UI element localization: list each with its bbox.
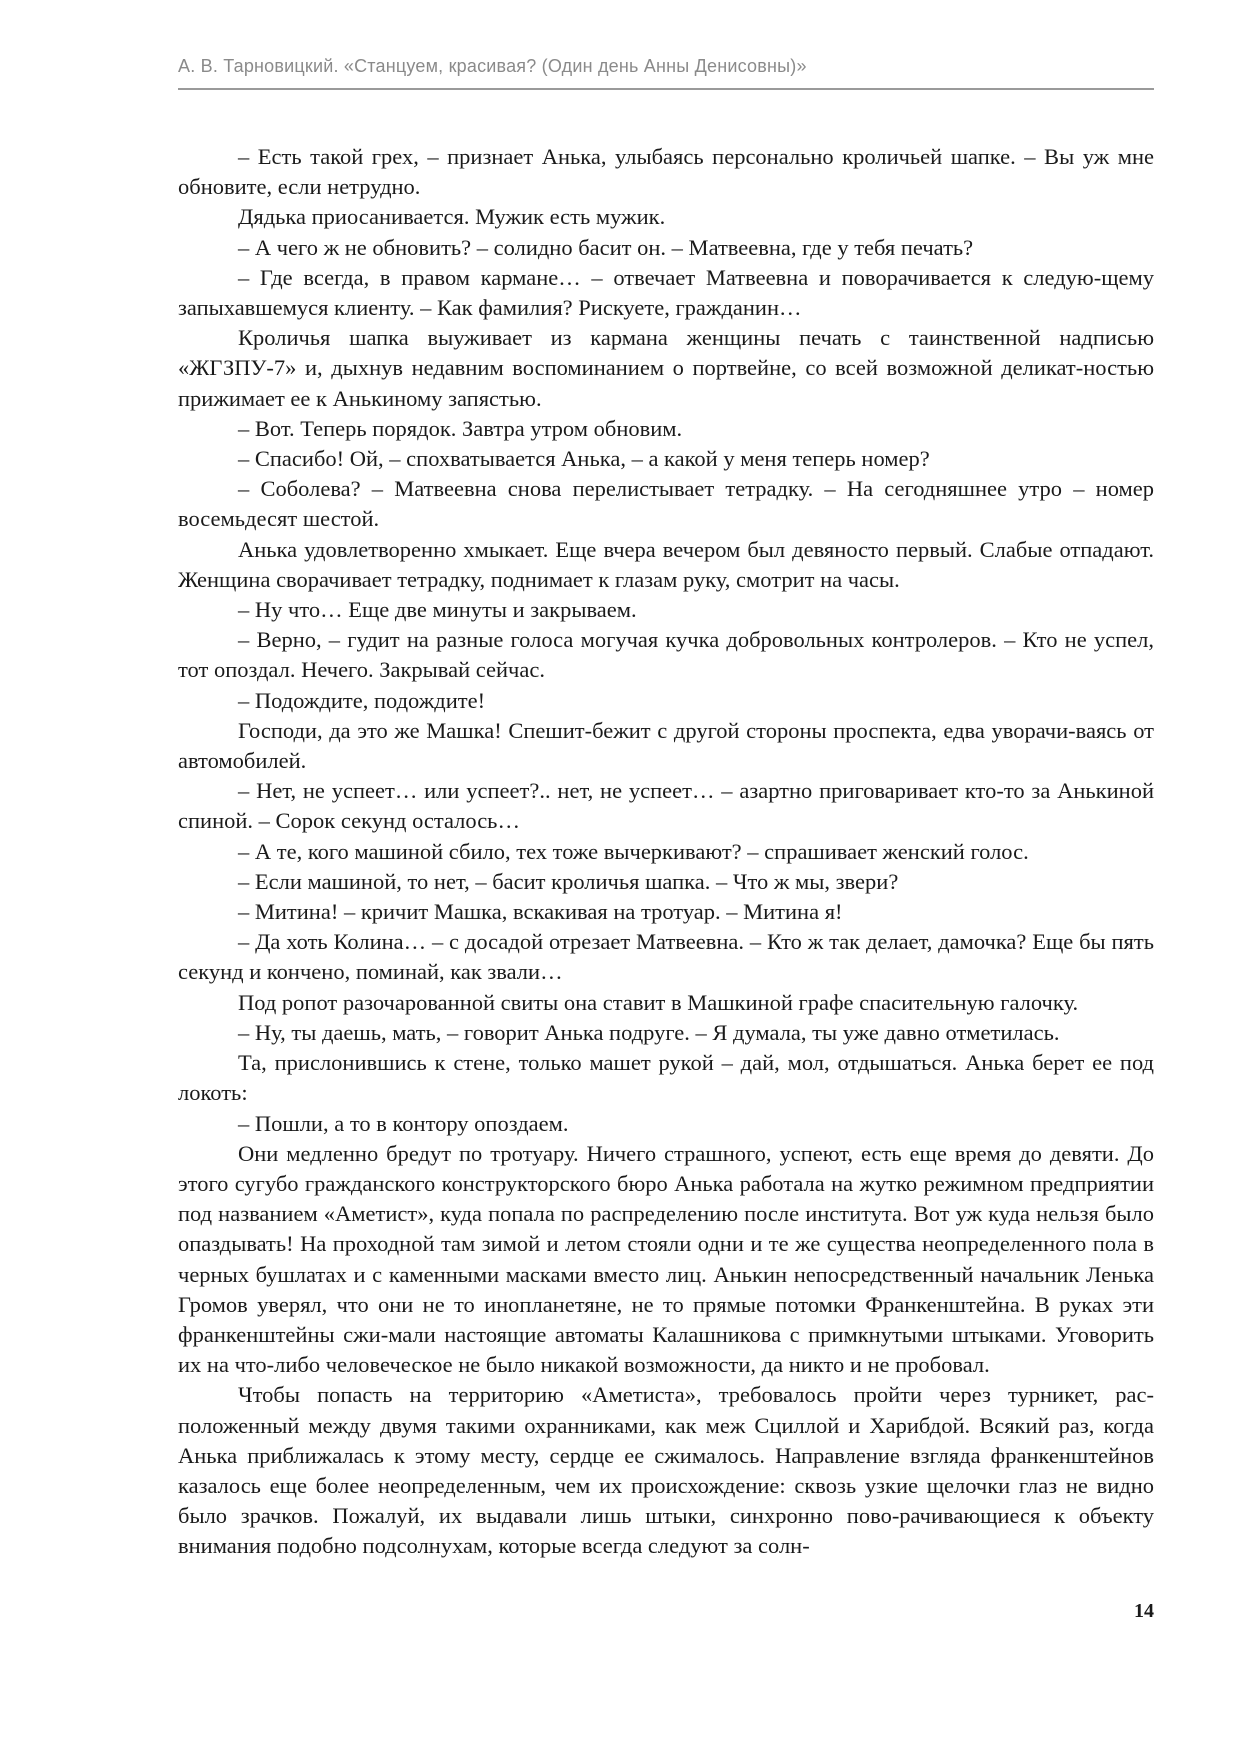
paragraph: – Пошли, а то в контору опоздаем. (238, 1110, 569, 1136)
running-header: А. В. Тарновицкий. «Станцуем, красивая? (Один день Анны Денисовны)» (178, 56, 807, 76)
body-text (178, 142, 1154, 1562)
paragraph: – А те, кого машиной сбило, тех тоже вычеркивают? – спрашивает женский голос. (238, 838, 1029, 864)
paragraph: Чтобы попасть на территорию «Аметиста», требовалось пройти через турникет, рас-положенный между двумя такими охранниками, как меж Сциллой и Харибдой. Всякий раз, когда Анька приближалась к этому месту, сердце ее сжималось. Направление взгляда франкенштейнов казалось еще более неопределенным, чем их происхождение: сквозь узкие щелочки глаз не видно было зрачков. Пожалуй, их выдавали лишь штыки, синхронно пово-рачивающиеся к объекту внимания подобно подсолнухам, которые всегда следуют за солн- (178, 1382, 1154, 1559)
paragraph: – Есть такой грех, – признает Анька, улыбаясь персонально кроличьей шапке. – Вы уж мне обновите, если нетрудно. (178, 144, 1154, 200)
paragraph: Та, прислонившись к стене, только машет рукой – дай, мол, отдышаться. Анька берет ее под локоть: (178, 1050, 1154, 1106)
paragraph: – Соболева? – Матвеевна снова перелистывает тетрадку. – На сегодняшнее утро – номер восемьдесят шестой. (178, 476, 1154, 532)
paragraph: Дядька приосанивается. Мужик есть мужик. (238, 204, 666, 230)
page-number: 14 (1134, 1600, 1154, 1622)
paragraph: – Нет, не успеет… или успеет?.. нет, не успеет… – азартно приговаривает кто-то за Анькиной спиной. – Сорок секунд осталось… (178, 778, 1154, 834)
paragraph: – Ну что… Еще две минуты и закрываем. (238, 597, 637, 623)
paragraph: Они медленно бредут по тротуару. Ничего страшного, успеют, есть еще время до девяти. До этого сугубо гражданского конструкторского бюро Анька работала на жутко режимном предприятии под названием «Аметист», куда попала по распределению после института. Вот уж куда нельзя было опаздывать! На проходной там зимой и летом стояли одни и те же существа неопределенного пола в черных бушлатах и с каменными масками вместо лиц. Анькин непосредственный начальник Ленька Громов уверял, что они не то инопланетяне, не то прямые потомки Франкенштейна. В руках эти франкенштейны сжи-мали настоящие автоматы Калашникова с примкнутыми штыками. Уговорить их на что-либо человеческое не было никакой возможности, да никто и не пробовал. (178, 1140, 1154, 1378)
paragraph: Анька удовлетворенно хмыкает. Еще вчера вечером был девяносто первый. Слабые отпадают. Женщина сворачивает тетрадку, поднимает к глазам руку, смотрит на часы. (178, 536, 1154, 592)
paragraph: Кроличья шапка выуживает из кармана женщины печать с таинственной надписью «ЖГЗПУ-7» и, дыхнув недавним воспоминанием о портвейне, со всей возможной деликат-ностью прижимает ее к Анькиному запястью. (178, 325, 1154, 411)
paragraph: – Где всегда, в правом кармане… – отвечает Матвеевна и поворачивается к следую-щему запыхавшемуся клиенту. – Как фамилия? Рискуете, гражданин… (178, 264, 1154, 321)
paragraph: Господи, да это же Машка! Спешит-бежит с другой стороны проспекта, едва уворачи-ваясь от автомобилей. (178, 717, 1154, 774)
paragraph: – Митина! – кричит Машка, вскакивая на тротуар. – Митина я! (238, 899, 843, 925)
paragraph: – Спасибо! Ой, – спохватывается Анька, – а какой у меня теперь номер? (238, 446, 930, 472)
paragraph: Под ропот разочарованной свиты она ставит в Машкиной графе спасительную галочку. (238, 989, 1079, 1015)
paragraph: – Подождите, подождите! (238, 687, 486, 713)
paragraph: – А чего ж не обновить? – солидно басит он. – Матвеевна, где у тебя печать? (238, 234, 974, 260)
paragraph: – Ну, ты даешь, мать, – говорит Анька подруге. – Я думала, ты уже давно отметилась. (238, 1019, 1060, 1045)
paragraph: – Да хоть Колина… – с досадой отрезает Матвеевна. – Кто ж так делает, дамочка? Еще бы пять секунд и кончено, поминай, как звали… (178, 929, 1154, 985)
paragraph: – Если машиной, то нет, – басит кроличья шапка. – Что ж мы, звери? (238, 868, 899, 894)
paragraph: – Верно, – гудит на разные голоса могучая кучка добровольных контролеров. – Кто не успел, тот опоздал. Нечего. Закрывай сейчас. (178, 627, 1154, 683)
paragraph: – Вот. Теперь порядок. Завтра утром обновим. (238, 415, 683, 441)
header-divider (178, 88, 1154, 90)
